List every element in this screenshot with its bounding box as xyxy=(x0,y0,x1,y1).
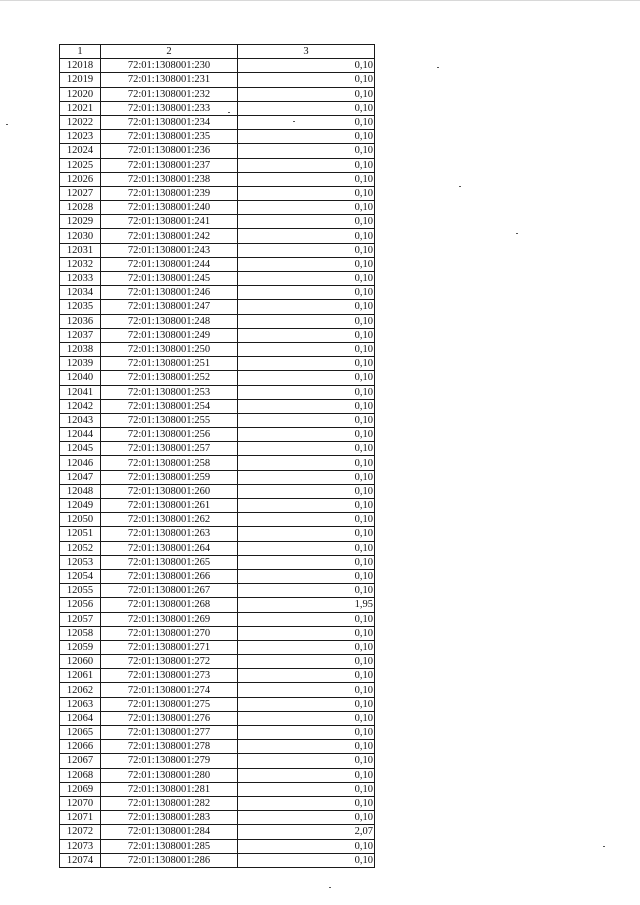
column-header-3: 3 xyxy=(238,45,375,59)
row-number-cell: 12066 xyxy=(60,740,101,754)
table-row xyxy=(60,272,375,286)
table-row xyxy=(60,527,375,541)
area-value-cell: 0,10 xyxy=(238,527,375,541)
row-number-cell: 12043 xyxy=(60,413,101,427)
row-number-cell: 12033 xyxy=(60,272,101,286)
cadastral-number-cell: 72:01:1308001:233 xyxy=(101,101,238,115)
scan-speck xyxy=(228,112,230,113)
cadastral-number-cell: 72:01:1308001:237 xyxy=(101,158,238,172)
cadastral-number-cell: 72:01:1308001:230 xyxy=(101,59,238,73)
area-value-cell: 0,10 xyxy=(238,428,375,442)
cadastral-number-cell: 72:01:1308001:267 xyxy=(101,584,238,598)
cadastral-number-cell: 72:01:1308001:243 xyxy=(101,243,238,257)
cadastral-number-cell: 72:01:1308001:258 xyxy=(101,456,238,470)
cadastral-number-cell: 72:01:1308001:242 xyxy=(101,229,238,243)
area-value-cell: 0,10 xyxy=(238,853,375,867)
area-value-cell: 0,10 xyxy=(238,158,375,172)
table-row xyxy=(60,59,375,73)
table-row xyxy=(60,342,375,356)
area-value-cell: 1,95 xyxy=(238,598,375,612)
cadastral-number-cell: 72:01:1308001:248 xyxy=(101,314,238,328)
cadastral-number-cell: 72:01:1308001:253 xyxy=(101,385,238,399)
column-header-1: 1 xyxy=(60,45,101,59)
table-row xyxy=(60,399,375,413)
table-row xyxy=(60,839,375,853)
table-row xyxy=(60,101,375,115)
scan-speck xyxy=(6,124,8,125)
area-value-cell: 0,10 xyxy=(238,655,375,669)
header-row xyxy=(60,45,375,59)
table-row xyxy=(60,584,375,598)
table-row xyxy=(60,257,375,271)
scan-speck xyxy=(603,846,605,847)
table-row xyxy=(60,825,375,839)
table-row xyxy=(60,782,375,796)
table-row xyxy=(60,243,375,257)
row-number-cell: 12055 xyxy=(60,584,101,598)
row-number-cell: 12074 xyxy=(60,853,101,867)
row-number-cell: 12060 xyxy=(60,655,101,669)
area-value-cell: 0,10 xyxy=(238,726,375,740)
cadastral-number-cell: 72:01:1308001:238 xyxy=(101,172,238,186)
cadastral-number-cell: 72:01:1308001:276 xyxy=(101,711,238,725)
area-value-cell: 0,10 xyxy=(238,399,375,413)
row-number-cell: 12073 xyxy=(60,839,101,853)
page-top-edge xyxy=(0,0,640,1)
area-value-cell: 0,10 xyxy=(238,286,375,300)
cadastral-number-cell: 72:01:1308001:284 xyxy=(101,825,238,839)
row-number-cell: 12053 xyxy=(60,555,101,569)
cadastral-number-cell: 72:01:1308001:235 xyxy=(101,130,238,144)
area-value-cell: 0,10 xyxy=(238,272,375,286)
area-value-cell: 0,10 xyxy=(238,697,375,711)
cadastral-number-cell: 72:01:1308001:256 xyxy=(101,428,238,442)
cadastral-number-cell: 72:01:1308001:268 xyxy=(101,598,238,612)
table-row xyxy=(60,569,375,583)
row-number-cell: 12034 xyxy=(60,286,101,300)
table-row xyxy=(60,470,375,484)
table-row xyxy=(60,711,375,725)
cadastral-number-cell: 72:01:1308001:272 xyxy=(101,655,238,669)
table-row xyxy=(60,314,375,328)
row-number-cell: 12027 xyxy=(60,186,101,200)
area-value-cell: 0,10 xyxy=(238,59,375,73)
row-number-cell: 12032 xyxy=(60,257,101,271)
cadastral-number-cell: 72:01:1308001:286 xyxy=(101,853,238,867)
area-value-cell: 0,10 xyxy=(238,413,375,427)
cadastral-number-cell: 72:01:1308001:247 xyxy=(101,300,238,314)
cadastral-number-cell: 72:01:1308001:269 xyxy=(101,612,238,626)
row-number-cell: 12037 xyxy=(60,328,101,342)
column-header-2: 2 xyxy=(101,45,238,59)
area-value-cell: 0,10 xyxy=(238,371,375,385)
row-number-cell: 12069 xyxy=(60,782,101,796)
table-row xyxy=(60,115,375,129)
area-value-cell: 0,10 xyxy=(238,130,375,144)
cadastral-number-cell: 72:01:1308001:280 xyxy=(101,768,238,782)
area-value-cell: 0,10 xyxy=(238,257,375,271)
area-value-cell: 0,10 xyxy=(238,612,375,626)
row-number-cell: 12024 xyxy=(60,144,101,158)
cadastral-number-cell: 72:01:1308001:254 xyxy=(101,399,238,413)
area-value-cell: 0,10 xyxy=(238,442,375,456)
row-number-cell: 12040 xyxy=(60,371,101,385)
area-value-cell: 0,10 xyxy=(238,243,375,257)
area-value-cell: 0,10 xyxy=(238,513,375,527)
row-number-cell: 12063 xyxy=(60,697,101,711)
area-value-cell: 0,10 xyxy=(238,456,375,470)
table-row xyxy=(60,853,375,867)
table-row xyxy=(60,144,375,158)
row-number-cell: 12052 xyxy=(60,541,101,555)
area-value-cell: 0,10 xyxy=(238,754,375,768)
row-number-cell: 12056 xyxy=(60,598,101,612)
area-value-cell: 0,10 xyxy=(238,796,375,810)
area-value-cell: 0,10 xyxy=(238,385,375,399)
row-number-cell: 12019 xyxy=(60,73,101,87)
cadastral-number-cell: 72:01:1308001:244 xyxy=(101,257,238,271)
scan-speck xyxy=(437,67,439,68)
table-row xyxy=(60,385,375,399)
table-row xyxy=(60,499,375,513)
row-number-cell: 12068 xyxy=(60,768,101,782)
cadastral-number-cell: 72:01:1308001:260 xyxy=(101,484,238,498)
area-value-cell: 0,10 xyxy=(238,201,375,215)
cadastral-number-cell: 72:01:1308001:283 xyxy=(101,811,238,825)
row-number-cell: 12062 xyxy=(60,683,101,697)
cadastral-number-cell: 72:01:1308001:239 xyxy=(101,186,238,200)
cadastral-number-cell: 72:01:1308001:252 xyxy=(101,371,238,385)
area-value-cell: 0,10 xyxy=(238,626,375,640)
row-number-cell: 12031 xyxy=(60,243,101,257)
area-value-cell: 0,10 xyxy=(238,555,375,569)
area-value-cell: 0,10 xyxy=(238,811,375,825)
table-row xyxy=(60,428,375,442)
area-value-cell: 0,10 xyxy=(238,839,375,853)
table-row xyxy=(60,413,375,427)
area-value-cell: 0,10 xyxy=(238,229,375,243)
table-row xyxy=(60,73,375,87)
row-number-cell: 12071 xyxy=(60,811,101,825)
cadastral-number-cell: 72:01:1308001:274 xyxy=(101,683,238,697)
row-number-cell: 12045 xyxy=(60,442,101,456)
table-row xyxy=(60,768,375,782)
area-value-cell: 0,10 xyxy=(238,357,375,371)
cadastral-number-cell: 72:01:1308001:246 xyxy=(101,286,238,300)
area-value-cell: 0,10 xyxy=(238,215,375,229)
row-number-cell: 12035 xyxy=(60,300,101,314)
table-header xyxy=(60,45,375,59)
cadastral-number-cell: 72:01:1308001:234 xyxy=(101,115,238,129)
cadastral-number-cell: 72:01:1308001:264 xyxy=(101,541,238,555)
cadastral-number-cell: 72:01:1308001:240 xyxy=(101,201,238,215)
area-value-cell: 0,10 xyxy=(238,87,375,101)
area-value-cell: 0,10 xyxy=(238,73,375,87)
table-row xyxy=(60,442,375,456)
cadastral-number-cell: 72:01:1308001:279 xyxy=(101,754,238,768)
table-row xyxy=(60,726,375,740)
cadastral-number-cell: 72:01:1308001:281 xyxy=(101,782,238,796)
table-row xyxy=(60,612,375,626)
area-value-cell: 0,10 xyxy=(238,782,375,796)
table-row xyxy=(60,740,375,754)
area-value-cell: 0,10 xyxy=(238,541,375,555)
table-row xyxy=(60,626,375,640)
cadastral-number-cell: 72:01:1308001:236 xyxy=(101,144,238,158)
table-row xyxy=(60,158,375,172)
scan-speck xyxy=(293,121,295,122)
area-value-cell: 0,10 xyxy=(238,314,375,328)
row-number-cell: 12018 xyxy=(60,59,101,73)
table-row xyxy=(60,796,375,810)
area-value-cell: 0,10 xyxy=(238,569,375,583)
row-number-cell: 12054 xyxy=(60,569,101,583)
row-number-cell: 12057 xyxy=(60,612,101,626)
cadastral-number-cell: 72:01:1308001:261 xyxy=(101,499,238,513)
row-number-cell: 12065 xyxy=(60,726,101,740)
area-value-cell: 0,10 xyxy=(238,342,375,356)
row-number-cell: 12029 xyxy=(60,215,101,229)
table-row xyxy=(60,229,375,243)
row-number-cell: 12058 xyxy=(60,626,101,640)
area-value-cell: 0,10 xyxy=(238,144,375,158)
row-number-cell: 12023 xyxy=(60,130,101,144)
cadastral-number-cell: 72:01:1308001:278 xyxy=(101,740,238,754)
row-number-cell: 12042 xyxy=(60,399,101,413)
cadastral-number-cell: 72:01:1308001:271 xyxy=(101,640,238,654)
row-number-cell: 12067 xyxy=(60,754,101,768)
area-value-cell: 0,10 xyxy=(238,711,375,725)
row-number-cell: 12048 xyxy=(60,484,101,498)
table-body xyxy=(60,59,375,868)
row-number-cell: 12051 xyxy=(60,527,101,541)
cadastral-number-cell: 72:01:1308001:270 xyxy=(101,626,238,640)
row-number-cell: 12064 xyxy=(60,711,101,725)
table-row xyxy=(60,513,375,527)
area-value-cell: 0,10 xyxy=(238,683,375,697)
table-row xyxy=(60,541,375,555)
cadastral-number-cell: 72:01:1308001:259 xyxy=(101,470,238,484)
cadastral-number-cell: 72:01:1308001:231 xyxy=(101,73,238,87)
cadastral-number-cell: 72:01:1308001:285 xyxy=(101,839,238,853)
cadastral-number-cell: 72:01:1308001:265 xyxy=(101,555,238,569)
row-number-cell: 12030 xyxy=(60,229,101,243)
cadastral-number-cell: 72:01:1308001:263 xyxy=(101,527,238,541)
row-number-cell: 12070 xyxy=(60,796,101,810)
cadastral-number-cell: 72:01:1308001:282 xyxy=(101,796,238,810)
row-number-cell: 12025 xyxy=(60,158,101,172)
table-row xyxy=(60,186,375,200)
area-value-cell: 0,10 xyxy=(238,101,375,115)
cadastral-number-cell: 72:01:1308001:249 xyxy=(101,328,238,342)
area-value-cell: 0,10 xyxy=(238,669,375,683)
row-number-cell: 12028 xyxy=(60,201,101,215)
area-value-cell: 0,10 xyxy=(238,768,375,782)
cadastral-number-cell: 72:01:1308001:245 xyxy=(101,272,238,286)
table-row xyxy=(60,640,375,654)
area-value-cell: 0,10 xyxy=(238,186,375,200)
row-number-cell: 12041 xyxy=(60,385,101,399)
area-value-cell: 2,07 xyxy=(238,825,375,839)
row-number-cell: 12072 xyxy=(60,825,101,839)
table-row xyxy=(60,669,375,683)
table-row xyxy=(60,286,375,300)
scan-speck xyxy=(329,887,331,888)
area-value-cell: 0,10 xyxy=(238,172,375,186)
row-number-cell: 12022 xyxy=(60,115,101,129)
cadastral-number-cell: 72:01:1308001:257 xyxy=(101,442,238,456)
row-number-cell: 12021 xyxy=(60,101,101,115)
parcel-register-table xyxy=(59,44,375,868)
cadastral-number-cell: 72:01:1308001:275 xyxy=(101,697,238,711)
table-row xyxy=(60,357,375,371)
table-row xyxy=(60,683,375,697)
area-value-cell: 0,10 xyxy=(238,740,375,754)
row-number-cell: 12026 xyxy=(60,172,101,186)
row-number-cell: 12036 xyxy=(60,314,101,328)
area-value-cell: 0,10 xyxy=(238,300,375,314)
row-number-cell: 12047 xyxy=(60,470,101,484)
cadastral-number-cell: 72:01:1308001:232 xyxy=(101,87,238,101)
row-number-cell: 12038 xyxy=(60,342,101,356)
row-number-cell: 12046 xyxy=(60,456,101,470)
cadastral-number-cell: 72:01:1308001:262 xyxy=(101,513,238,527)
table-row xyxy=(60,754,375,768)
table-row xyxy=(60,811,375,825)
table-row xyxy=(60,456,375,470)
table-row xyxy=(60,371,375,385)
cadastral-number-cell: 72:01:1308001:255 xyxy=(101,413,238,427)
row-number-cell: 12039 xyxy=(60,357,101,371)
cadastral-number-cell: 72:01:1308001:273 xyxy=(101,669,238,683)
table-row xyxy=(60,555,375,569)
table-row xyxy=(60,484,375,498)
row-number-cell: 12020 xyxy=(60,87,101,101)
area-value-cell: 0,10 xyxy=(238,328,375,342)
cadastral-number-cell: 72:01:1308001:277 xyxy=(101,726,238,740)
table-row xyxy=(60,130,375,144)
table-row xyxy=(60,172,375,186)
table-row xyxy=(60,215,375,229)
area-value-cell: 0,10 xyxy=(238,470,375,484)
area-value-cell: 0,10 xyxy=(238,499,375,513)
area-value-cell: 0,10 xyxy=(238,115,375,129)
table-row xyxy=(60,697,375,711)
cadastral-number-cell: 72:01:1308001:250 xyxy=(101,342,238,356)
scan-speck xyxy=(516,233,518,234)
row-number-cell: 12049 xyxy=(60,499,101,513)
area-value-cell: 0,10 xyxy=(238,640,375,654)
row-number-cell: 12061 xyxy=(60,669,101,683)
area-value-cell: 0,10 xyxy=(238,484,375,498)
cadastral-number-cell: 72:01:1308001:266 xyxy=(101,569,238,583)
table-row xyxy=(60,655,375,669)
table-row xyxy=(60,300,375,314)
row-number-cell: 12044 xyxy=(60,428,101,442)
cadastral-number-cell: 72:01:1308001:241 xyxy=(101,215,238,229)
row-number-cell: 12059 xyxy=(60,640,101,654)
table-row xyxy=(60,87,375,101)
area-value-cell: 0,10 xyxy=(238,584,375,598)
table-row xyxy=(60,598,375,612)
table-row xyxy=(60,328,375,342)
table-row xyxy=(60,201,375,215)
row-number-cell: 12050 xyxy=(60,513,101,527)
cadastral-number-cell: 72:01:1308001:251 xyxy=(101,357,238,371)
scan-speck xyxy=(459,186,461,187)
